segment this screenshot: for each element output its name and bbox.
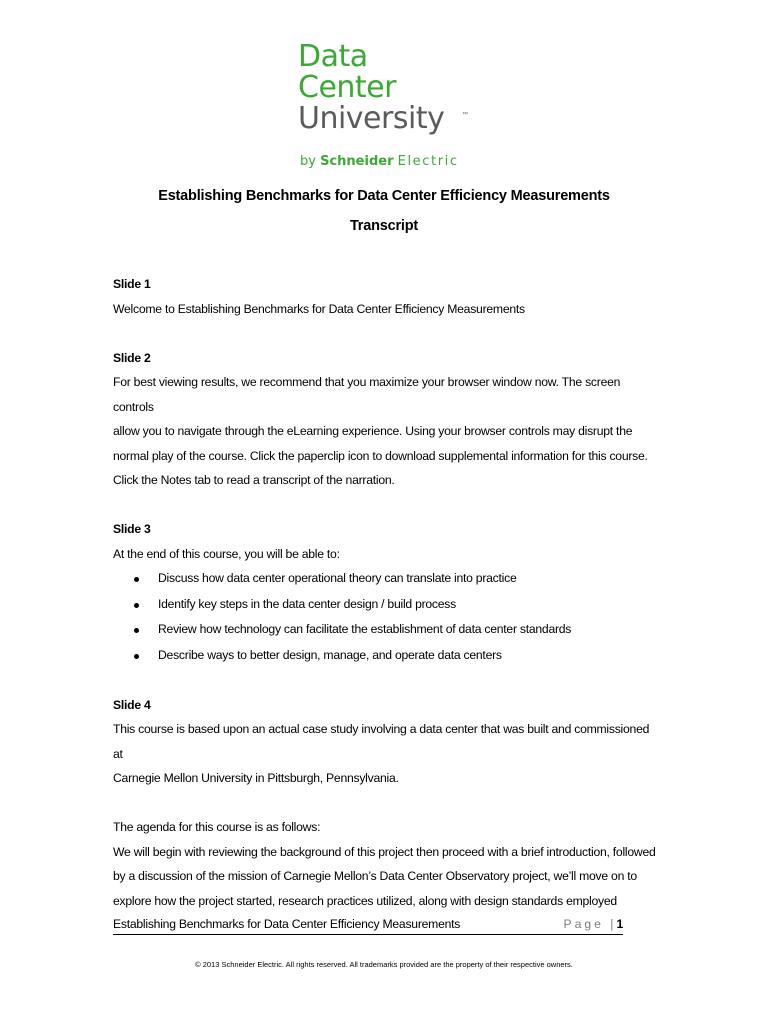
- slide-2-line: normal play of the course. Click the paperclip icon to download supplemental information for this course.: [113, 448, 648, 463]
- logo-line-university: University: [298, 101, 445, 136]
- logo-byline: [300, 154, 459, 169]
- page-footer: [113, 916, 623, 935]
- slide-1-text: Welcome to Establishing Benchmarks for Data Center Efficiency Measurements: [113, 301, 525, 316]
- slide-4-agenda-line: We will begin with reviewing the background of this project then proceed with a brief introduction, followed: [113, 844, 656, 859]
- slide-2-line: Click the Notes tab to read a transcript of the narration.: [113, 473, 395, 487]
- slide-4-line: This course is based upon an actual case study involving a data center that was built and commissioned at: [113, 722, 650, 761]
- list-item-text: Discuss how data center operational theory can translate into practice: [158, 571, 517, 585]
- slide-4-agenda-intro: The agenda for this course is as follows:: [113, 820, 321, 834]
- page-number: 1: [616, 917, 623, 931]
- slide-4-agenda-line: explore how the project started, research practices utilized, along with design standards employed: [113, 893, 617, 908]
- list-item-text: Identify key steps in the data center design / build process: [158, 596, 456, 611]
- slide-4-line: Carnegie Mellon University in Pittsburgh, Pennsylvania.: [113, 771, 399, 785]
- logo-trademark: ™: [462, 112, 468, 118]
- list-item: [113, 592, 658, 618]
- bullet-icon: [134, 577, 139, 582]
- logo-by: by: [300, 154, 316, 169]
- copyright-notice: © 2013 Schneider Electric. All rights reserved. All trademarks provided are the property of their respective owners.: [195, 960, 573, 969]
- slide-3-objectives: [113, 566, 658, 668]
- slide-4-agenda-line: by a discussion of the mission of Carnegie Mellon’s Data Center Observatory project, we’ll move on to: [113, 869, 637, 883]
- slide-2-line: For best viewing results, we recommend that you maximize your browser window now. The screen controls: [113, 375, 621, 414]
- bullet-icon: [134, 654, 139, 659]
- list-item-text: Review how technology can facilitate the establishment of data center standards: [158, 622, 572, 636]
- logo-brand-suffix: Electric: [397, 154, 459, 169]
- data-center-university-logo: [298, 39, 478, 172]
- slide-4-heading: Slide 4: [113, 697, 151, 712]
- slide-1-heading: Slide 1: [113, 277, 151, 291]
- logo-brand: Schneider: [320, 154, 394, 169]
- list-item-text: Describe ways to better design, manage, and operate data centers: [158, 647, 502, 662]
- document-subtitle: Transcript: [349, 218, 419, 234]
- logo-line-data: Data: [298, 39, 368, 74]
- slide-2-heading: Slide 2: [113, 350, 151, 365]
- slide-2-line: allow you to navigate through the eLearning experience. Using your browser controls may disrupt the: [113, 424, 633, 438]
- list-item: [113, 566, 658, 592]
- page-indicator: [563, 917, 623, 931]
- footer-title: Establishing Benchmarks for Data Center Efficiency Measurements: [113, 917, 461, 931]
- document-title: Establishing Benchmarks for Data Center Efficiency Measurements: [158, 188, 610, 204]
- page-label: Page |: [563, 917, 617, 931]
- bullet-icon: [134, 628, 139, 633]
- transcript-body: [113, 272, 658, 913]
- list-item: [113, 617, 658, 643]
- slide-3-heading: Slide 3: [113, 522, 151, 536]
- bullet-icon: [134, 603, 139, 608]
- list-item: [113, 643, 658, 669]
- logo-line-center: Center: [298, 70, 396, 105]
- slide-3-intro: At the end of this course, you will be able to:: [113, 546, 340, 561]
